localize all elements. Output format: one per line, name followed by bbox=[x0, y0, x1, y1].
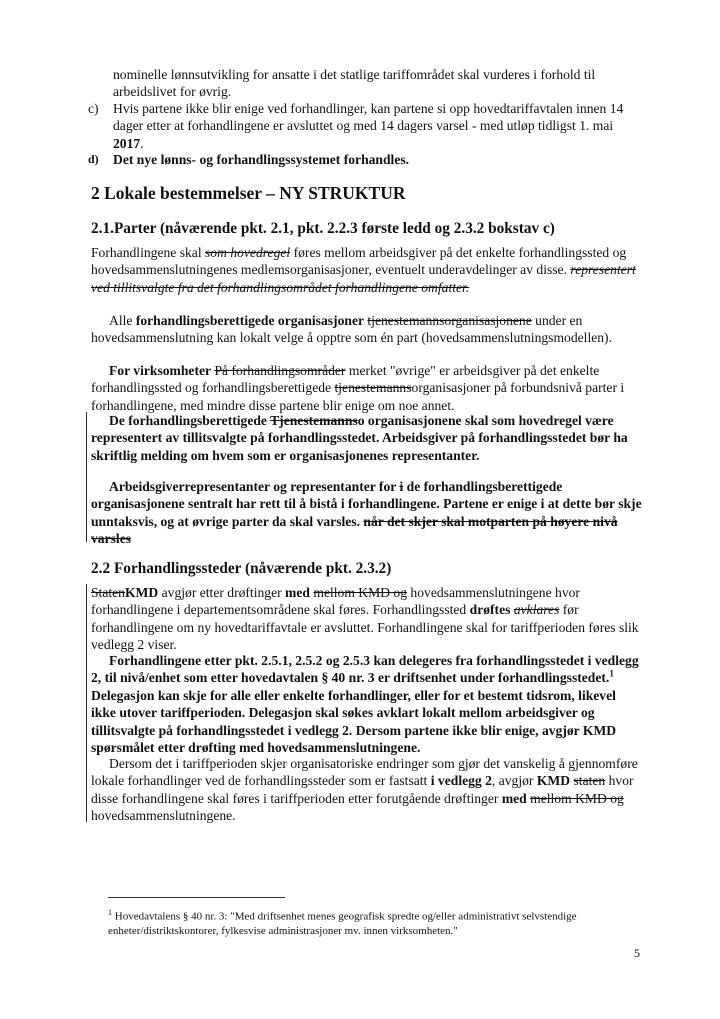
page-number: 5 bbox=[634, 946, 640, 960]
deleted-text: i bbox=[399, 479, 404, 494]
list-item-c bbox=[88, 100, 643, 152]
change-bar bbox=[86, 412, 87, 542]
paragraph-2-1-2: Alle forhandlingsberettigede organisasjoner tjenestemannsorganisasjonene under en hovedsammenslutning kan lokalt velge å opptre som én part (hovedsammenslutningsmodellen). bbox=[91, 313, 612, 346]
section-heading-2-2: 2.2 Forhandlingssteder (nåværende pkt. 2.3.2) bbox=[91, 560, 392, 577]
section-heading-2-1: 2.1.Parter (nåværende pkt. 2.1, pkt. 2.2.3 første ledd og 2.3.2 bokstav c) bbox=[91, 220, 555, 237]
deleted-text: tjenestemanns bbox=[334, 380, 412, 396]
paragraph-2-1-1: Forhandlingene skal som hovedregel føres mellom arbeidsgiver på det enkelte forhandlingssted og hovedsammenslutningenes medlemsorganisasjoner, eventuelt underavdelinger av disse. representert ved tillitsvalgte fra det forhandlingsområdet forhandlingene omfatter. bbox=[91, 245, 636, 295]
deleted-text: representert ved tillitsvalgte fra det forhandlingsområdet forhandlingene omfatter. bbox=[91, 262, 636, 295]
deleted-text: staten bbox=[573, 773, 606, 789]
change-bar bbox=[86, 584, 87, 822]
paragraph-2-1-5: Arbeidsgiverrepresentanter og representanter for i de forhandlingsberettigede organisasjonene sentralt har rett til å bistå i forhandlingene. Partene er enige i at dette bør skje unntaksvis, og at øvrige parter da skal varsles. når det skjer skal motparten på høyere nivå varsles bbox=[91, 479, 642, 547]
deleted-text: mellom KMD og bbox=[530, 790, 624, 806]
footnote: $^1$ Hovedavtalens § 40 nr. 3: "Med driftsenhet menes geografisk spredte og/eller administrativt selvstendige enheter/distriktskontorer, fylkesvise administrasjoner mv. innen virksomheten." bbox=[108, 908, 577, 938]
deleted-text: mellom KMD og bbox=[313, 585, 408, 600]
intro-continuation: nominelle lønnsutvikling for ansatte i det statlige tariffområdet skal vurderes i forhold til arbeidslivet for øvrig. bbox=[113, 67, 596, 100]
deleted-text: Staten bbox=[91, 585, 125, 600]
paragraph-2-2-2: Forhandlingene etter pkt. 2.5.1, 2.5.2 og 2.5.3 kan delegeres fra forhandlingsstedet i vedlegg 2, til nivå/enhet som etter hovedavtalen § 40 nr. 3 er driftsenhet under forhandlingsstedet.$^1$ Delegasjon kan skje for alle eller enkelte forhandlinger, eller for et bestemt tidsrom, likevel ikke utover tariffperioden. Delegasjon skal søkes avklart lokalt mellom arbeidsgiver og tillitsvalgte på forhandlingsstedet i vedlegg 2. Dersom partene ikke blir enige, avgjør KMD spørsmålet etter drøfting med hovedsammenslutningene. bbox=[91, 653, 639, 756]
paragraph-2-1-3: For virksomheter På forhandlingsområder merket "øvrige" er arbeidsgiver på det enkelte forhandlingssted og forhandlingsberettigede tjenestemannsorganisasjoner på forbundsnivå parter i forhandlingene, med mindre disse partene blir enige om noe annet. bbox=[91, 363, 625, 413]
deleted-text: Tjenestemanns bbox=[270, 413, 358, 428]
deleted-text: når det skjer skal motparten på høyere nivå varsles bbox=[91, 513, 618, 547]
paragraph-2-2-1: StatenKMD avgjør etter drøftinger med mellom KMD og hovedsammenslutningene hvor forhandlingene i departementsområdene skal føres. Forhandlingssted drøftes avklares før forhandlingene om ny hovedtariffavtale er avsluttet. Forhandlingene skal for tariffperioden føres slik vedlegg 2 viser. bbox=[91, 585, 639, 653]
list-marker-d: d) bbox=[88, 152, 99, 166]
deleted-text: På forhandlingsområder bbox=[214, 363, 346, 378]
list-text-c: Hvis partene ikke blir enige ved forhandlinger, kan partene si opp hovedtariffavtalen innen 14 dager etter at forhandlingene er avsluttet og med 14 dagers varsel - med utløp tidligst 1. mai 2017. bbox=[113, 101, 624, 151]
deleted-text: som hovedregel bbox=[205, 245, 291, 260]
footnote-marker: 1 bbox=[108, 908, 112, 917]
list-item-d bbox=[88, 151, 643, 168]
footnote-reference[interactable]: 1 bbox=[609, 668, 614, 679]
paragraph-2-1-4: De forhandlingsberettigede Tjenestemannso organisasjonene skal som hovedregel være representert av tillitsvalgte på forhandlingsstedet. Arbeidsgiver på forhandlingsstedet bør ha skriftlig melding om hvem som er organisasjonenes representanter. bbox=[91, 413, 628, 463]
paragraph-2-2-3: Dersom det i tariffperioden skjer organisatoriske endringer som gjør det vanskelig å gjennomføre lokale forhandlinger ved de forhandlingssteder som er fastsatt i vedlegg 2, avgjør KMD staten hvor disse forhandlingene skal føres i tariffperioden etter forutgående drøftinger med mellom KMD og hovedsammenslutningene. bbox=[91, 756, 638, 824]
list-text-d: Det nye lønns- og forhandlingssystemet forhandles. bbox=[113, 152, 410, 167]
list-marker-c: c) bbox=[88, 101, 99, 116]
footnote-separator bbox=[108, 897, 285, 898]
section-heading-2: 2 Lokale bestemmelser – NY STRUKTUR bbox=[91, 183, 406, 203]
deleted-text: avklares bbox=[513, 602, 560, 618]
deleted-text: tjenestemannsorganisasjonene bbox=[367, 313, 532, 328]
